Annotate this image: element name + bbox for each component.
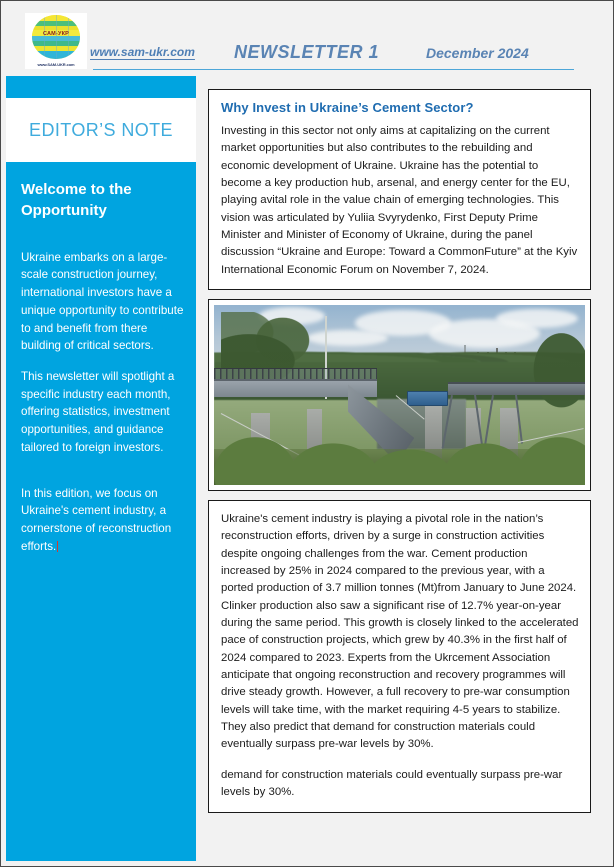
logo-brand-text: САМ-УКР xyxy=(42,31,70,37)
bridge-deck-right xyxy=(448,382,585,395)
sidebar-paragraph: This newsletter will spotlight a specific industry each month, offering statistics, investment opportunities, and guidance tailored to foreign investors. xyxy=(21,370,175,454)
body-article-card xyxy=(208,500,591,813)
blue-vehicle xyxy=(407,391,448,405)
sidebar-heading: Welcome to the Opportunity xyxy=(21,181,132,220)
header-divider xyxy=(93,69,574,70)
bush-shape xyxy=(511,431,585,485)
sidebar-top-band xyxy=(6,76,196,98)
sidebar-paragraph: Ukraine embarks on a large-scale construction journey, international investors have a unique opportunity to contribute to and benefit from there building of critical sectors. xyxy=(21,250,184,353)
intro-article-card xyxy=(208,89,591,290)
page-header xyxy=(1,1,614,77)
body-article-paragraph: demand for construction materials could eventually surpass pre-war levels by 30%. xyxy=(221,768,563,798)
sidebar-paragraph xyxy=(21,485,184,556)
intro-article-text: Investing in this sector not only aims at capitalizing on the current market opportunities but also contributes to the rebuilding and economic development of Ukraine. Ukraine has the potential to become a key production hub, arsenal, and energy center for the EU, playing avital role in the value chain of emerging technologies. This vision was articulated by Yuliia Svyrydenko, First Deputy Prime Minister and Minister of Economy of Ukraine, during the panel discussion “Ukraine and Europe: Toward a CommonFuture” at the Kyiv International Economic Forum on November 7, 2024. xyxy=(221,125,578,276)
logo-url-text: www.SAM-UKR.com xyxy=(37,62,75,67)
text-cursor-caret xyxy=(57,541,58,552)
issue-date: December 2024 xyxy=(426,45,529,61)
site-url-link[interactable]: www.sam-ukr.com xyxy=(90,45,195,59)
company-logo xyxy=(25,13,87,69)
logo-globe-icon xyxy=(32,15,80,59)
photo-card xyxy=(208,299,591,491)
editors-note-sidebar xyxy=(6,76,196,861)
main-content xyxy=(208,89,591,822)
sidebar-body xyxy=(6,162,196,861)
tree-cluster xyxy=(526,323,585,409)
destroyed-bridge-photo xyxy=(214,305,585,485)
editors-note-header xyxy=(6,98,196,162)
intro-article-title: Why Invest in Ukraine’s Cement Sector? xyxy=(221,100,474,115)
newsletter-title: NEWSLETTER 1 xyxy=(234,42,380,62)
sidebar-paragraph-text: In this edition, we focus on Ukraine's cement industry, a cornerstone of reconstruction efforts. xyxy=(21,486,172,553)
body-article-paragraph: Ukraine's cement industry is playing a pivotal role in the nation’s reconstruction efforts, driven by a surge in construction activities despite ongoing challenges from the war. Cement production increased by 25% in 2024 compared to the previous year, with a ported production of 3.7 million tonnes (Mt)from January to June 2024. Clinker production also saw a significant rise of 12.7% year-on-year during the same period. This growth is closely linked to the accelerated pace of construction projects, which grew by 40.3% in the first half of 2024 compared to 2023. Experts from the Ukrcement Association anticipate that ongoing reconstruction and recovery programmes will drive steady growth. However, a full recovery to pre-war consumption levels will take time, with the market requiring 4-5 years to stabilize. They also predict that demand for construction materials could eventually surpass pre-war levels by 30%. xyxy=(221,512,579,751)
editors-note-title: EDITOR’S NOTE xyxy=(29,119,173,140)
